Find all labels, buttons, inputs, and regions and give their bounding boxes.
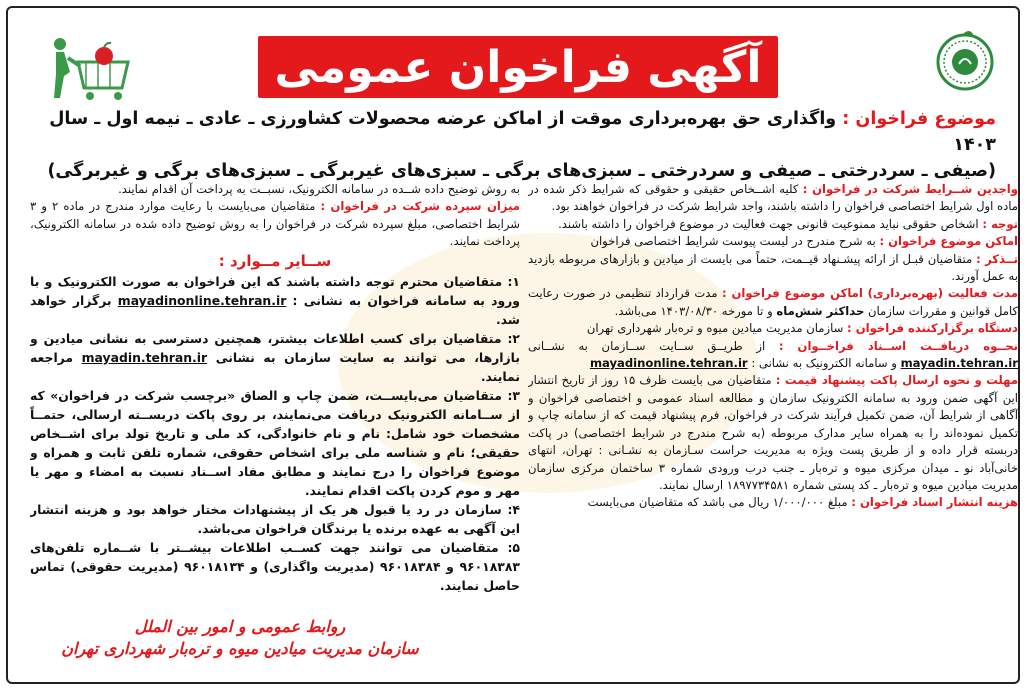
item2-site-link[interactable]: mayadin.tehran.ir: [81, 350, 208, 366]
footer-line1: روابط عمومی و امور بین الملل: [134, 617, 346, 636]
item2-text: ۲: متقاضیان برای کسب اطلاعات بیشتر، همچنین دسترسی به نشانی میادین و بازارها، می توانند به سایت سازمان به نشانی: [30, 331, 520, 366]
site-link-mayadin[interactable]: mayadin.tehran.ir: [900, 356, 1018, 371]
shopping-cart-icon: [46, 34, 136, 104]
item4-text: ۴: سازمان در رد یا قبول هر یک از پیشنهادات مختار خواهد بود و هزینه انتشار این آگهی به عهده برنده یا برندگان فراخوان می‌باشد.: [30, 502, 520, 537]
item3-text: ۳: متقاضیان می‌بایســت، ضمن چاپ و الصاق «برچسب شرکت در فراخوان» که از ســامانه الکترونیک دریافت می‌نمایند، بر روی پاکت دربســته ارسالی، حتمــاً مشخصات خود شامل: نام و نام خانوادگی، کد ملی و تاریخ تولد برای اشــخاص حقیقی؛ نام و شناسه ملی برای اشخاص حقوقی، شماره تلفن ثابت و همراه و موضوع فراخوان را درج نمایند و مطابق مفاد اســناد نسبت به امضاء و مهر یا مهر و موم کردن پاکت اقدام نمایند.: [30, 388, 520, 499]
site-link-mayadinonline[interactable]: mayadinonline.tehran.ir: [589, 356, 748, 371]
places-text: به شرح مندرج در لیست پیوست شرایط اختصاصی فراخوان: [590, 234, 876, 249]
organizer-text: سازمان مدیریت میادین میوه و تره‌بار شهرداری تهران: [586, 321, 844, 336]
deposit-label: میزان سپرده شرکت در فراخوان :: [320, 199, 520, 214]
deadline-text: متقاضیان می بایست ظرف ۱۵ روز از تاریخ انتشار این آگهی ضمن ورود به سامانه الکترونیک سازمان و مطالعه اسناد عمومی و اختصاصی فراخوان و آگاهی از شرایط آن، ضمن تکمیل فرآیند شرکت در فراخوان، فرم پیشنهاد قیمت که از سامانه چاپ و تکمیل نموده‌اند را به همراه سایر مدارک مربوطه (به شرح مندرج در شرایط اختصاصی) در پاکت دربسته قرار داده و از طریق پست ویژه به مدیریت حراست سـازمان به نشـانی : تهران، انتهای خانی‌آباد نو ـ میدان مرکزی میوه و تره‌بار ـ جنب درب ورودی شماره ۳ ساختمان مرکزی سازمان مدیریت میادین میوه و تره‌بار ـ کد پستی شماره ۱۸۹۷۷۳۴۵۸۱ ارسال نمایند.: [528, 373, 1018, 492]
subject-line2: (صیفی ـ سردرختی ـ صیفی و سردرختی ـ سبزی‌های برگی ـ سبزی‌های غیربرگی ـ سبزی‌های برگی و غیربرگی): [47, 161, 996, 181]
duration-text: مدت قرارداد تنظیمی در صورت رعایت کامل قوانین و مقررات سازمان: [528, 286, 1018, 318]
left-column: [30, 181, 520, 601]
receive-text: از طریــق ســایت ســازمان به نشــانی: [528, 338, 766, 353]
list-item: [30, 272, 520, 329]
duration-label: مدت فعالیت (بهره‌برداری) اماکن موضوع فراخوان :: [722, 286, 1018, 301]
remind-text: متقاضیان قبـل از ارائه پیشـنهاد قیــمت، حتماً می بایست از میادین و بازارهای مربوطه بازدید به عمل آورند.: [528, 251, 1018, 284]
footer-signature: [30, 616, 450, 660]
conditions-label: واجدین شــرایط شرکت در فراخوان :: [802, 182, 1018, 196]
subject-label: موضوع فراخوان :: [842, 109, 996, 129]
duration-bold: حداکثر شش‌ماه: [776, 303, 865, 318]
item1-text: ۱: متقاضیان محترم توجه داشته باشند که این فراخوان به صورت الکترونیک و با ورود به سامانه فراخوان به نشانی :: [30, 274, 520, 309]
organizer-label: دستگاه برگزارکننده فراخوان :: [847, 321, 1018, 336]
deposit-text: متقاضیان می‌بایست با رعایت موارد مندرج در ماده ۲ و ۳ شرایط اختصاصی، مبلغ سپرده شرکت در فراخوان را به روش توضیح داده شده در سامانه الکترونیک، پرداخت نمایند.: [30, 199, 520, 249]
notice-frame: [6, 6, 1020, 684]
fee-text: مبلغ ۱/۰۰۰/۰۰۰ ریال می باشد که متقاضیان می‌بایست: [587, 495, 848, 510]
municipality-logo-icon: [933, 28, 997, 92]
item1-site-link[interactable]: mayadinonline.tehran.ir: [117, 293, 287, 309]
duration-tail: و تا مورخه ۱۴۰۳/۰۸/۳۰ می‌باشد.: [614, 303, 773, 318]
other-items-title: ســایر مــوارد :: [218, 251, 332, 270]
subject-line1: واگذاری حق بهره‌برداری موقت از اماکن عرضه محصولات کشاورزی ـ عادی ـ نیمه اول ـ سال ۱۴۰۳: [49, 109, 996, 155]
note-label: توجه :: [982, 216, 1018, 231]
note-text: اشخاص حقوقی نباید ممنوعیت قانونی جهت فعالیت در موضوع فراخوان را داشته باشند.: [558, 216, 979, 231]
subject-block: [16, 106, 996, 184]
places-label: اماکن موضوع فراخوان :: [879, 234, 1018, 249]
remind-label: تــذکر :: [976, 251, 1018, 266]
fee-label: هزینه انتشار اسناد فراخوان :: [851, 495, 1018, 510]
receive-mid: و سامانه الکترونیک به نشانی :: [751, 356, 897, 371]
receive-label: نحــوه دریافــت اســناد فراخــوان :: [778, 338, 1018, 353]
banner-title: آگهی فراخوان عمومی: [274, 41, 762, 93]
deadline-label: مهلت و نحوه ارسال پاکت پیشنهاد قیمت :: [775, 373, 1018, 388]
item5-text: ۵: متقاضیان می توانند جهت کســب اطلاعات بیشــتر با شــماره تلفن‌های ۹۶۰۱۸۳۸۳ و ۹۶۰۱۸۳۸۴ (مدیریت واگذاری) و ۹۶۰۱۸۱۳۴ (مدیریت حقوقی) تماس حاصل نمایند.: [30, 540, 520, 594]
item1-tail: برگزار خواهد شد.: [30, 293, 520, 328]
conditions-text: کلیه اشــخاص حقیقی و حقوقی که شرایط ذکر شده در ماده اول شرایط اختصاصی فراخوان را داشته باشند، واجد شرایط شرکت در فراخوان خواهند بود.: [528, 182, 1018, 214]
item2-tail: مراجعه نمایند.: [30, 350, 520, 385]
right-column: [528, 181, 1018, 684]
footer-line2: سازمان مدیریت میادین میوه و تره‌بار شهرداری تهران: [61, 639, 419, 658]
fee-continued: به روش توضیح داده شــده در سامانه الکترونیک، نسبــت به پرداخت آن اقدام نمایند.: [118, 182, 520, 196]
title-banner: [258, 36, 778, 98]
list-item: [30, 329, 520, 386]
